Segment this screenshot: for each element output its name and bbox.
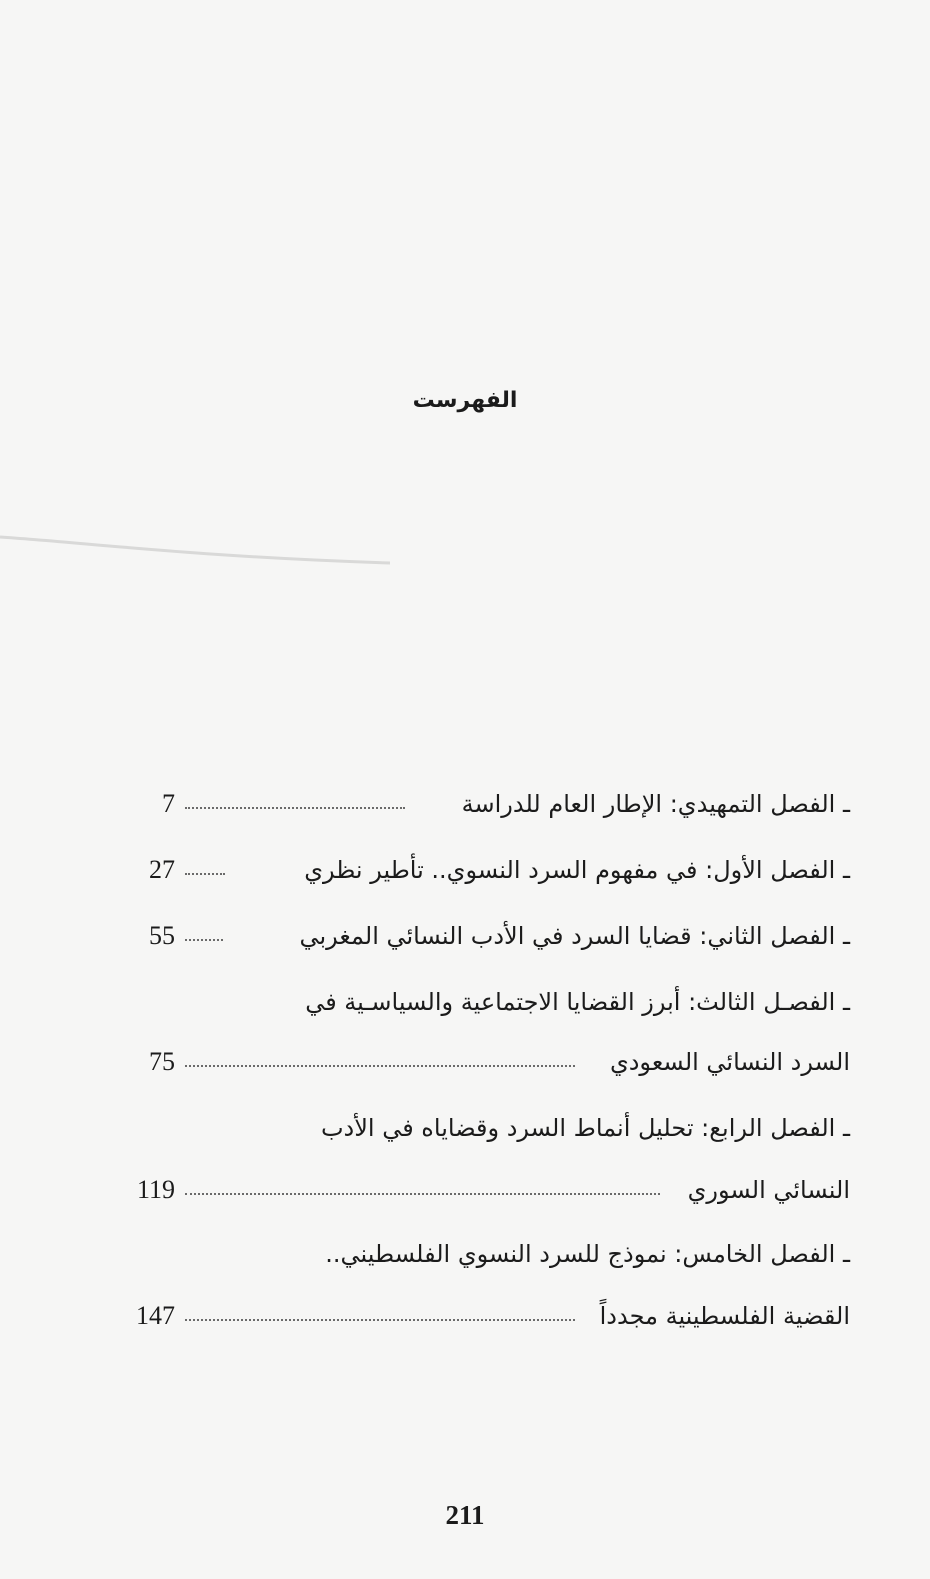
toc-entry-page: 75 (149, 1047, 175, 1076)
toc-entry-chapter-5 (120, 1234, 850, 1274)
page-title: الفهرست (412, 388, 518, 413)
toc-entry-page: 55 (149, 921, 175, 950)
dot-leader (185, 873, 225, 875)
toc-entry-chapter-4-continued (120, 1170, 850, 1210)
page-number: 211 (445, 1500, 485, 1530)
toc-entry-title: ـ الفصل الخامس: نموذج للسرد النسوي الفلسطيني.. (325, 1240, 850, 1268)
toc-entry-chapter-3-continued (120, 1042, 850, 1082)
toc-entry-title: النسائي السوري (687, 1176, 850, 1204)
dot-leader (185, 1319, 575, 1321)
toc-entry-chapter-5-continued (120, 1296, 850, 1336)
dot-leader (185, 807, 405, 809)
toc-entry-title: ـ الفصل التمهيدي: الإطار العام للدراسة (461, 790, 850, 818)
dot-leader (185, 939, 223, 941)
toc-entry-title: السرد النسائي السعودي (609, 1048, 850, 1076)
dot-leader (185, 1193, 660, 1195)
toc-entry-page: 27 (149, 855, 175, 884)
toc-entry-introduction (120, 784, 850, 824)
toc-entry-title: ـ الفصل الأول: في مفهوم السرد النسوي.. تأطير نظري (304, 856, 850, 884)
toc-entry-title: ـ الفصل الثاني: قضايا السرد في الأدب النسائي المغربي (299, 922, 850, 950)
toc-entry-title: القضية الفلسطينية مجدداً (599, 1302, 850, 1330)
toc-entry-chapter-4 (120, 1108, 850, 1148)
toc-entry-title: ـ الفصـل الثالث: أبرز القضايا الاجتماعية والسياسـية في (305, 988, 850, 1016)
toc-entry-chapter-1 (120, 850, 850, 890)
toc-entry-page: 147 (136, 1301, 175, 1330)
toc-entry-page: 7 (162, 789, 175, 818)
toc-entry-chapter-3 (120, 982, 850, 1022)
toc-entry-page: 119 (136, 1175, 175, 1204)
dot-leader (185, 1065, 575, 1067)
toc-entry-title: ـ الفصل الرابع: تحليل أنماط السرد وقضاياه في الأدب (320, 1114, 850, 1142)
toc-entry-chapter-2 (120, 916, 850, 956)
